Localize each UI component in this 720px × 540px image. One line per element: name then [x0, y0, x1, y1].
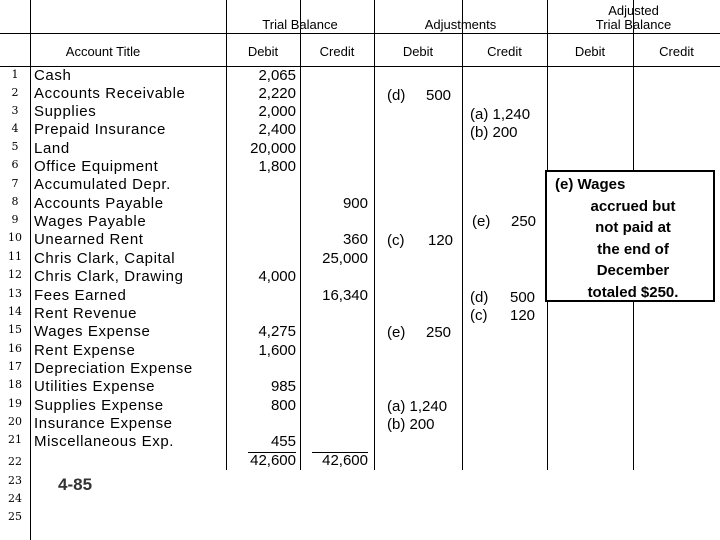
tb-debit-value: 455	[270, 433, 296, 450]
atb-debit-header: Debit	[574, 44, 606, 59]
account-title: Accounts Receivable	[34, 85, 186, 102]
row-number: 10	[8, 231, 22, 244]
row-number: 11	[8, 250, 22, 263]
tb-debit-value: 2,000	[258, 103, 296, 120]
account-title: Wages Expense	[34, 323, 151, 340]
note-line: not paid at	[595, 219, 671, 236]
tb-debit-value: 800	[270, 397, 296, 414]
row-number: 14	[8, 305, 22, 318]
adj-debit-amount: 500	[426, 87, 452, 104]
adj-credit-header: Credit	[487, 44, 522, 59]
row-number: 3	[11, 104, 19, 117]
account-title: Land	[34, 140, 70, 157]
adj-debit-header: Debit	[402, 44, 434, 59]
adj-debit-entry: (b) 200	[387, 416, 435, 433]
row-number: 7	[11, 177, 19, 190]
adj-debit-label: (c)	[387, 232, 405, 249]
adj-credit-label: (c)	[470, 307, 488, 324]
tb-debit-value: 4,000	[258, 268, 296, 285]
tb-credit-value: 25,000	[322, 250, 368, 267]
trial-balance-header: Trial Balance	[262, 17, 338, 32]
row-number: 20	[8, 415, 22, 428]
account-title-header: Account Title	[65, 44, 141, 59]
adj-credit-amount: 120	[510, 307, 536, 324]
note-line: accrued but	[590, 197, 676, 215]
row-number: 5	[11, 140, 19, 153]
row-number: 25	[8, 510, 22, 523]
account-title: Utilities Expense	[34, 378, 156, 395]
account-title: Supplies	[34, 103, 97, 120]
slide-number: 4-85	[58, 475, 93, 494]
row-number: 24	[8, 492, 22, 505]
account-title: Unearned Rent	[34, 231, 144, 248]
row-number: 13	[8, 287, 22, 300]
tb-debit-value: 985	[270, 378, 296, 395]
note-line: the end of	[597, 240, 669, 258]
tb-debit-header: Debit	[247, 44, 279, 59]
row-number: 6	[11, 158, 19, 171]
account-title: Office Equipment	[34, 158, 159, 175]
row-number: 19	[8, 397, 22, 410]
account-title: Accumulated Depr.	[34, 176, 171, 193]
account-title: Prepaid Insurance	[34, 121, 166, 138]
tb-credit-value: 900	[342, 195, 368, 212]
note-line: December	[596, 262, 670, 279]
tb-debit-total: 42,600	[250, 452, 296, 469]
adj-credit-amount: 250	[511, 213, 537, 230]
tb-debit-value: 4,275	[258, 323, 296, 340]
account-title: Chris Clark, Capital	[34, 250, 176, 267]
row-number: 16	[8, 342, 22, 355]
tb-debit-value: 2,400	[258, 121, 296, 138]
row-number: 8	[11, 195, 19, 208]
row-number: 22	[8, 455, 22, 468]
account-title: Wages Payable	[34, 213, 147, 230]
tb-credit-value: 360	[342, 231, 368, 248]
adjustments-header: Adjustments	[424, 17, 497, 32]
adj-debit-label: (e)	[387, 324, 406, 341]
row-number: 23	[8, 474, 22, 487]
adj-debit-amount: 250	[426, 324, 452, 341]
adj-credit-amount: 500	[510, 289, 536, 306]
account-title: Accounts Payable	[34, 195, 164, 212]
account-title: Cash	[34, 67, 72, 84]
atb-credit-header: Credit	[659, 44, 694, 59]
adj-credit-label: (e)	[472, 213, 491, 230]
row-number: 15	[8, 323, 22, 336]
account-title: Rent Expense	[34, 342, 136, 359]
tb-credit-header: Credit	[319, 44, 355, 59]
row-number-divider	[30, 0, 31, 540]
row-number: 18	[8, 378, 22, 391]
adj-debit-entry: (a) 1,240	[387, 398, 448, 415]
note-line: totaled $250.	[587, 283, 679, 301]
header-rule	[0, 66, 720, 67]
tb-debit-value: 2,065	[258, 67, 296, 84]
account-title: Miscellaneous Exp.	[34, 433, 175, 450]
account-title: Fees Earned	[34, 287, 127, 304]
tb-debit-value: 1,800	[258, 158, 296, 175]
note-line: (e) Wages	[555, 176, 626, 193]
column-divider-adj-debit	[374, 0, 375, 470]
row-number: 1	[11, 68, 19, 81]
account-title: Supplies Expense	[34, 397, 164, 414]
account-title: Chris Clark, Drawing	[34, 268, 184, 285]
adj-debit-amount: 120	[428, 232, 454, 249]
adjustment-note-box	[545, 170, 715, 302]
adj-credit-entry: (a) 1,240	[470, 106, 531, 123]
row-number: 21	[8, 433, 22, 446]
tb-credit-value: 16,340	[322, 287, 368, 304]
row-number: 2	[11, 86, 19, 99]
account-title: Depreciation Expense	[34, 360, 193, 377]
row-number: 12	[8, 268, 22, 281]
top-rule	[0, 33, 720, 34]
adjusted-tb-header-line2: Trial Balance	[595, 17, 672, 32]
adj-debit-label: (d)	[387, 87, 406, 104]
account-title: Rent Revenue	[34, 305, 138, 322]
tb-debit-value: 1,600	[258, 342, 296, 359]
account-title: Insurance Expense	[34, 415, 173, 432]
row-number: 17	[8, 360, 22, 373]
tb-debit-value: 2,220	[258, 85, 296, 102]
adj-credit-entry: (b) 200	[470, 124, 518, 141]
row-number: 4	[11, 122, 19, 135]
column-divider-adj-credit	[462, 0, 463, 470]
adjusted-tb-header-line1: Adjusted	[608, 3, 659, 18]
adj-credit-label: (d)	[470, 289, 489, 306]
tb-credit-total: 42,600	[322, 452, 368, 469]
row-number: 9	[11, 213, 19, 226]
tb-debit-value: 20,000	[250, 140, 296, 157]
